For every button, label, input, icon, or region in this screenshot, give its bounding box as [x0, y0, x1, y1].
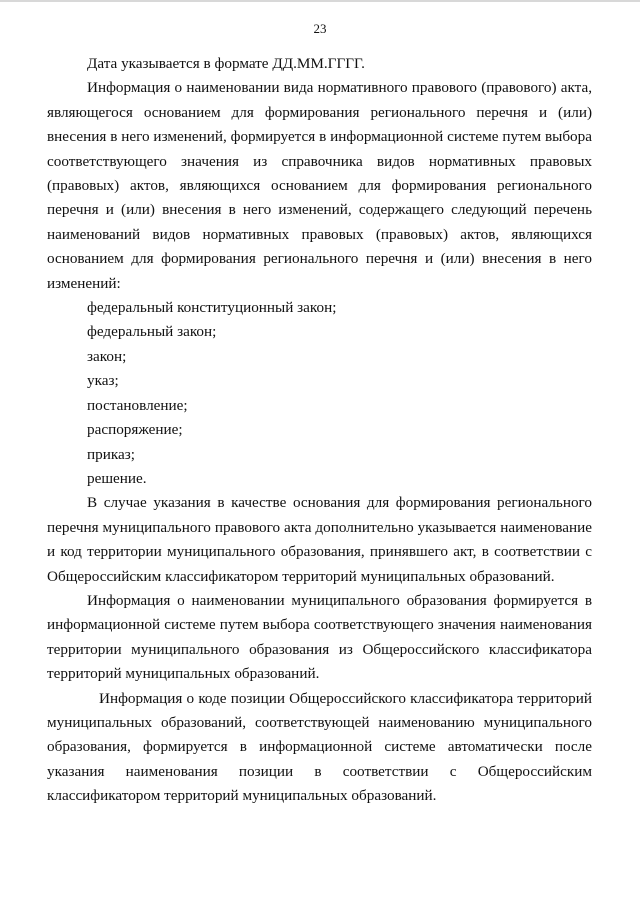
paragraph-municipal-name: Информация о наименовании муниципального образования формируется в информационной системе путем выбора соответствующего значения наименования территории муниципального образования из Общероссийского классификатора территорий муниципальных образований. — [47, 591, 592, 683]
list-item: указ; — [87, 372, 119, 390]
act-types-list — [47, 296, 592, 491]
page-body — [47, 52, 592, 809]
paragraph-date-format: Дата указывается в формате ДД.ММ.ГГГГ. — [87, 55, 365, 72]
list-item: постановление; — [87, 396, 188, 414]
list-item: федеральный конституционный закон; — [87, 299, 337, 317]
paragraph-municipal-act: В случае указания в качестве основания для формирования регионального перечня муниципального правового акта дополнительно указывается наименование и код территории муниципального образования, принявшего акт, в соответствии с Общероссийским классификатором территорий муниципальных образований. — [47, 494, 592, 585]
list-item: федеральный закон; — [87, 323, 217, 341]
paragraph-municipal-code: Информация о коде позиции Общероссийского классификатора территорий муниципальных образований, соответствующей наименованию муниципального образования, формируется в информационной системе автоматически после указания наименования позиции в соответствии с Общероссийским классификатором территорий муниципальных образований. — [47, 689, 592, 805]
page-number: 23 — [313, 21, 327, 36]
list-item: решение. — [87, 469, 147, 487]
list-item: приказ; — [87, 445, 135, 463]
page-top-edge — [0, 0, 640, 2]
paragraph-act-type-info: Информация о наименовании вида нормативного правового (правового) акта, являющегося основанием для формирования регионального перечня и (или) внесения в него изменений, формируется в информационной системе путем выбора соответствующего значения из справочника видов нормативных правовых (правовых) актов, являющихся основанием для формирования регионального перечня и (или) внесения в него изменений, содержащего следующий перечень наименований видов нормативных правовых (правовых) актов, являющихся основанием для формирования регионального перечня и (или) внесения в него изменений: — [47, 79, 592, 292]
list-item: распоряжение; — [87, 421, 183, 439]
list-item: закон; — [87, 347, 127, 365]
